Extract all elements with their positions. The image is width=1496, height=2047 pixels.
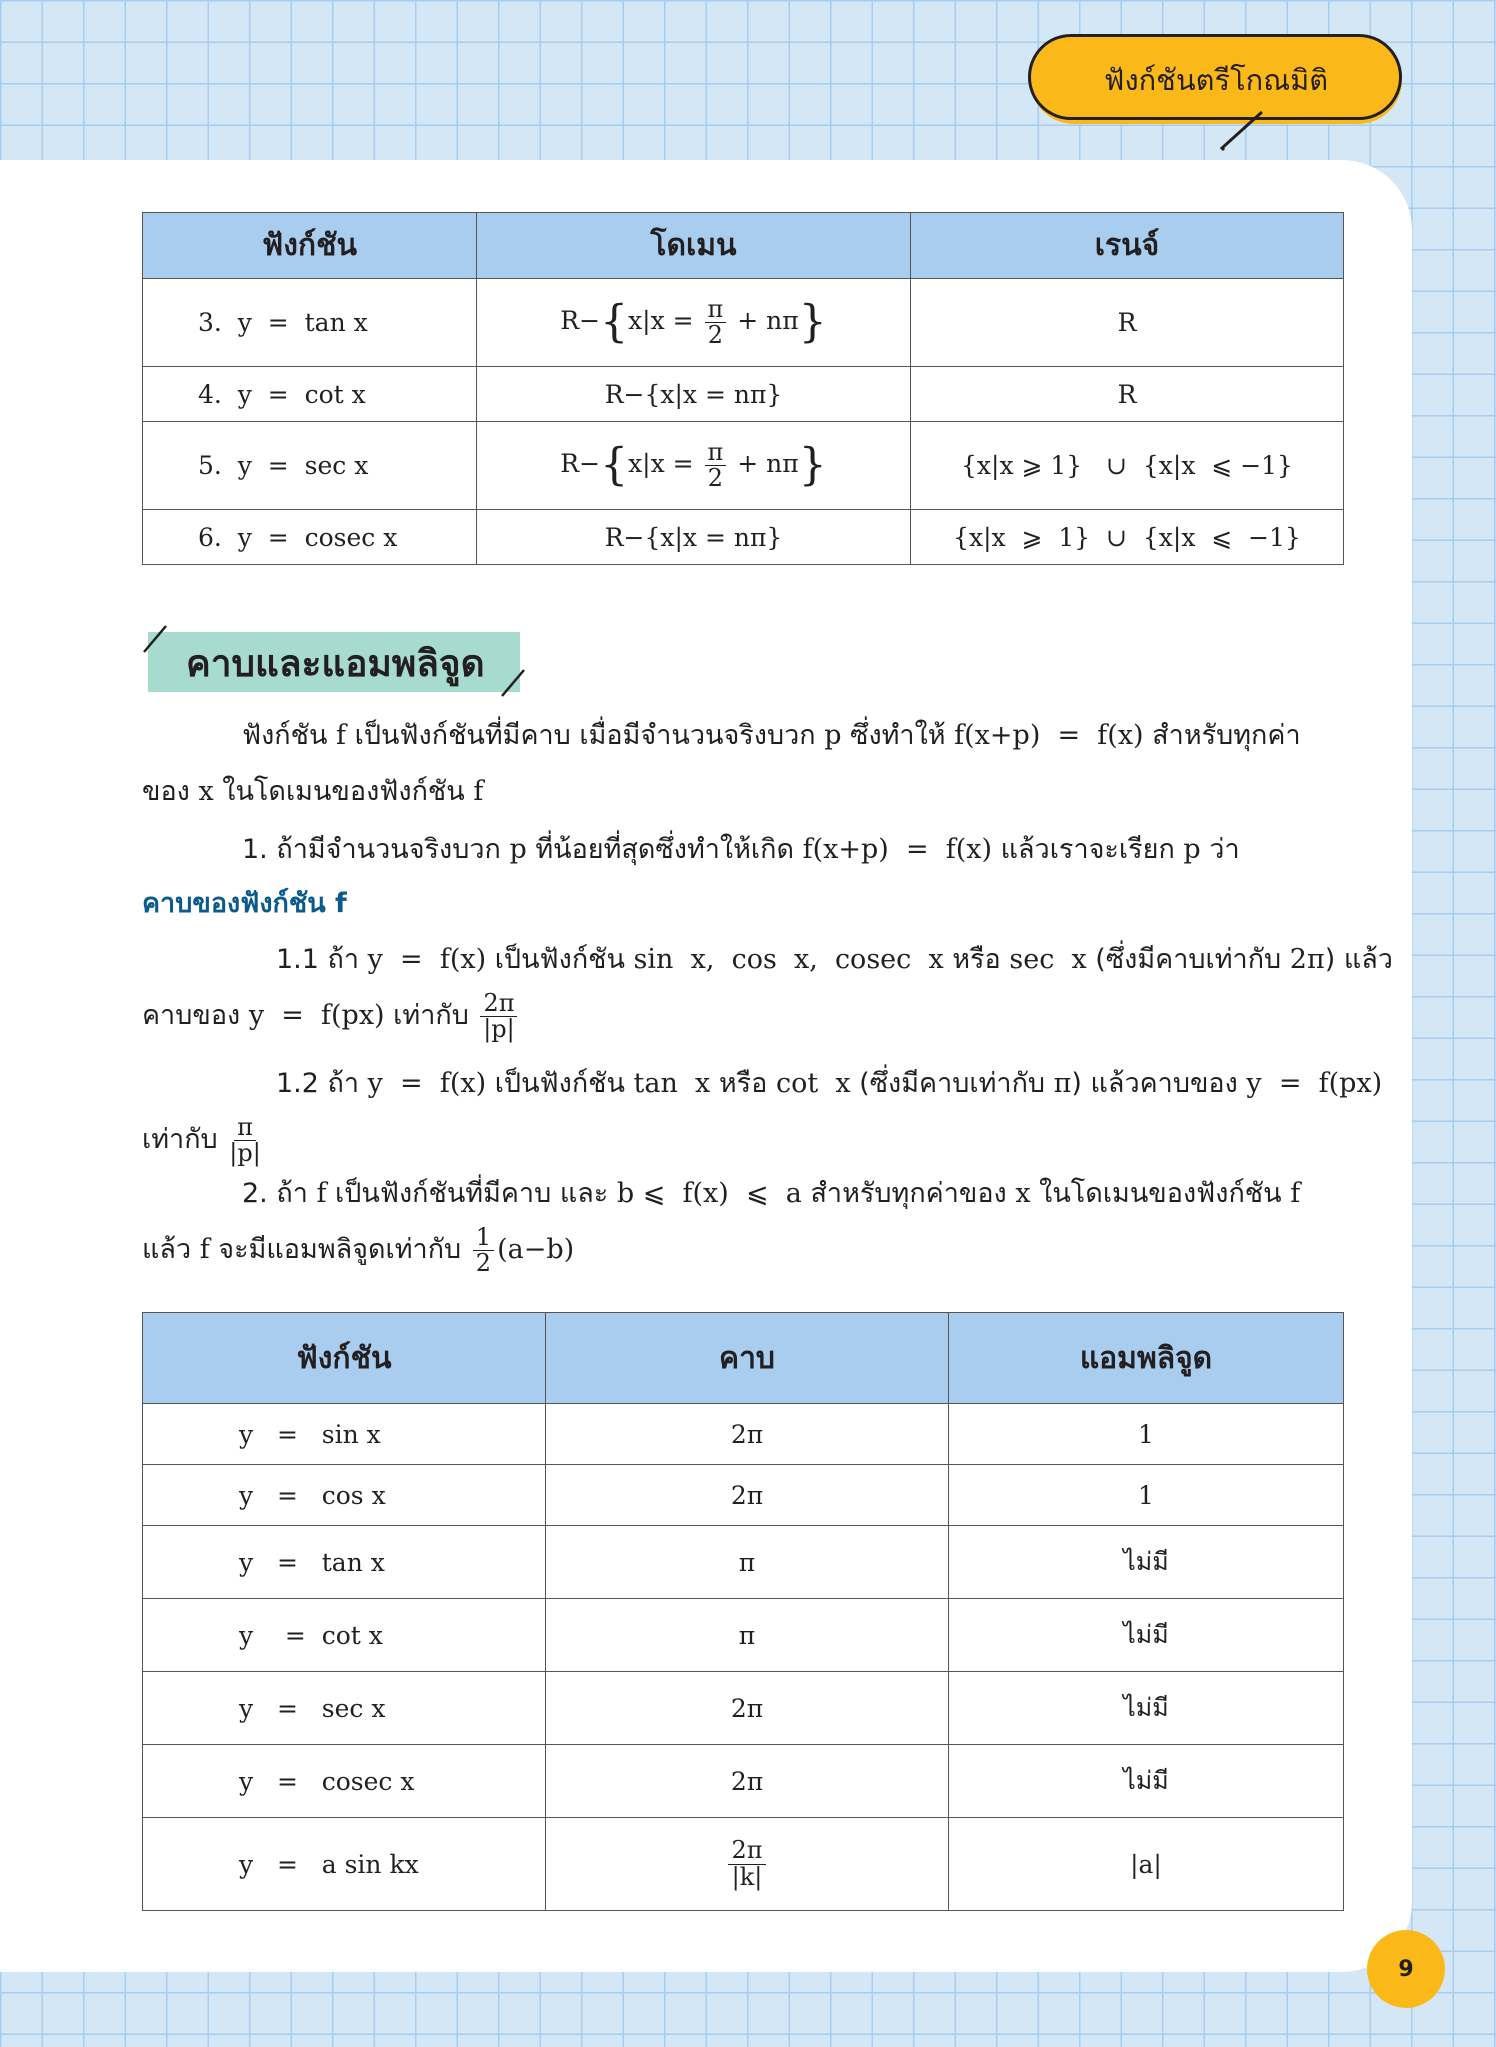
function-cell: y = sin x — [143, 1404, 546, 1465]
table-row — [143, 1404, 1344, 1465]
page-number: 9 — [1367, 1930, 1445, 2008]
table-row — [143, 367, 1344, 422]
function-cell: y = cot x — [143, 1599, 546, 1672]
amplitude-cell: 1 — [949, 1465, 1344, 1526]
period-cell: π — [546, 1599, 949, 1672]
range-cell: R — [911, 279, 1344, 367]
amplitude-cell: ไม่มี — [949, 1745, 1344, 1818]
function-cell: 6. y = cosec x — [143, 510, 477, 565]
period-cell — [546, 1818, 949, 1911]
table-row — [143, 1672, 1344, 1745]
amplitude-cell: ไม่มี — [949, 1672, 1344, 1745]
amplitude-cell: 1 — [949, 1404, 1344, 1465]
function-cell: y = a sin kx — [143, 1818, 546, 1911]
function-cell: y = cos x — [143, 1465, 546, 1526]
domain-cell: R−{x|x = $\frac{\pi}{2}$ + nπ} — [477, 422, 911, 510]
table2-header-function: ฟังก์ชัน — [143, 1313, 546, 1404]
function-cell: 5. y = sec x — [143, 422, 477, 510]
paragraph-line: 1. ถ้ามีจำนวนจริงบวก p ที่น้อยที่สุดซึ่งทำให้เกิด f(x+p) = f(x) แล้วเราจะเรียก p ว่า — [242, 834, 1240, 865]
table-row — [143, 279, 1344, 367]
period-cell: π — [546, 1526, 949, 1599]
paragraph-line: แล้ว f จะมีแอมพลิจูดเท่ากับ $\frac{1}{2}$ (a−b) — [142, 1222, 575, 1277]
table-row — [143, 1818, 1344, 1911]
function-cell: 4. y = cot x — [143, 367, 477, 422]
domain-cell: R−{x|x = nπ} — [477, 367, 911, 422]
period-cell: 2π — [546, 1672, 949, 1745]
paragraph-line: 1.2 ถ้า y = f(x) เป็นฟังก์ชัน tan x หรือ cot x (ซึ่งมีคาบเท่ากับ π) แล้วคาบของ y = f(px) — [276, 1068, 1383, 1099]
fraction: $\frac{1}{2}$ — [473, 1225, 494, 1276]
function-cell: y = tan x — [143, 1526, 546, 1599]
paragraph-line: คาบของ y = f(px) เท่ากับ $\frac{2\pi}{|p|}$ — [142, 988, 1342, 1044]
chapter-tab-label: ฟังก์ชันตรีโกณมิติ — [1103, 63, 1329, 97]
table2-header-period: คาบ — [546, 1313, 949, 1404]
range-cell: R — [911, 367, 1344, 422]
fraction: $\frac{\pi}{|p|}$ — [229, 1112, 261, 1167]
amplitude-cell: |a| — [949, 1818, 1344, 1911]
table-row — [143, 1526, 1344, 1599]
amplitude-cell: ไม่มี — [949, 1599, 1344, 1672]
range-cell: {x|x ⩾ 1} ∪ {x|x ⩽ −1} — [911, 510, 1344, 565]
table-row — [143, 1599, 1344, 1672]
amplitude-cell: ไม่มี — [949, 1526, 1344, 1599]
period-amplitude-table — [142, 1312, 1344, 1911]
table1-header-range: เรนจ์ — [911, 213, 1344, 279]
domain-range-table — [142, 212, 1344, 565]
table-row — [143, 1465, 1344, 1526]
period-cell: 2π — [546, 1404, 949, 1465]
period-cell: 2π — [546, 1745, 949, 1818]
paragraph-line: เท่ากับ $\frac{\pi}{|p|}$ — [142, 1112, 261, 1167]
table-row — [143, 422, 1344, 510]
domain-cell: R−{x|x = $\frac{\pi}{2}$ + nπ} — [477, 279, 911, 367]
period-cell: 2π — [546, 1465, 949, 1526]
table-row — [143, 1745, 1344, 1818]
speech-tail-icon — [1214, 110, 1264, 152]
table2-header-amplitude: แอมพลิจูด — [949, 1313, 1344, 1404]
paragraph-line: ของ x ในโดเมนของฟังก์ชัน f — [142, 776, 484, 807]
table1-header-function: ฟังก์ชัน — [143, 213, 477, 279]
paragraph-line: 2. ถ้า f เป็นฟังก์ชันที่มีคาบ และ b ⩽ f(x) ⩽ a สำหรับทุกค่าของ x ในโดเมนของฟังก์ชัน f — [242, 1178, 1301, 1209]
function-cell: y = sec x — [143, 1672, 546, 1745]
fraction: $\frac{2\pi}{|k|}$ — [728, 1838, 765, 1889]
paragraph-line: ฟังก์ชัน f เป็นฟังก์ชันที่มีคาบ เมื่อมีจำนวนจริงบวก p ซึ่งทำให้ f(x+p) = f(x) สำหรับทุกค่า — [242, 720, 1301, 751]
defined-term: คาบของฟังก์ชัน f — [142, 888, 347, 919]
paragraph-line — [142, 876, 1342, 932]
table1-header-domain: โดเมน — [477, 213, 911, 279]
range-cell: {x|x ⩾ 1} ∪ {x|x ⩽ −1} — [911, 422, 1344, 510]
function-cell: y = cosec x — [143, 1745, 546, 1818]
domain-cell: R−{x|x = nπ} — [477, 510, 911, 565]
section-title: คาบและแอมพลิจูด — [186, 642, 485, 685]
fraction: $\frac{2\pi}{|p|}$ — [480, 991, 517, 1042]
table-row — [143, 510, 1344, 565]
paragraph-line: 1.1 ถ้า y = f(x) เป็นฟังก์ชัน sin x, cos x, cosec x หรือ sec x (ซึ่งมีคาบเท่ากับ 2π) แล้ว — [276, 944, 1393, 975]
function-cell: 3. y = tan x — [143, 279, 477, 367]
